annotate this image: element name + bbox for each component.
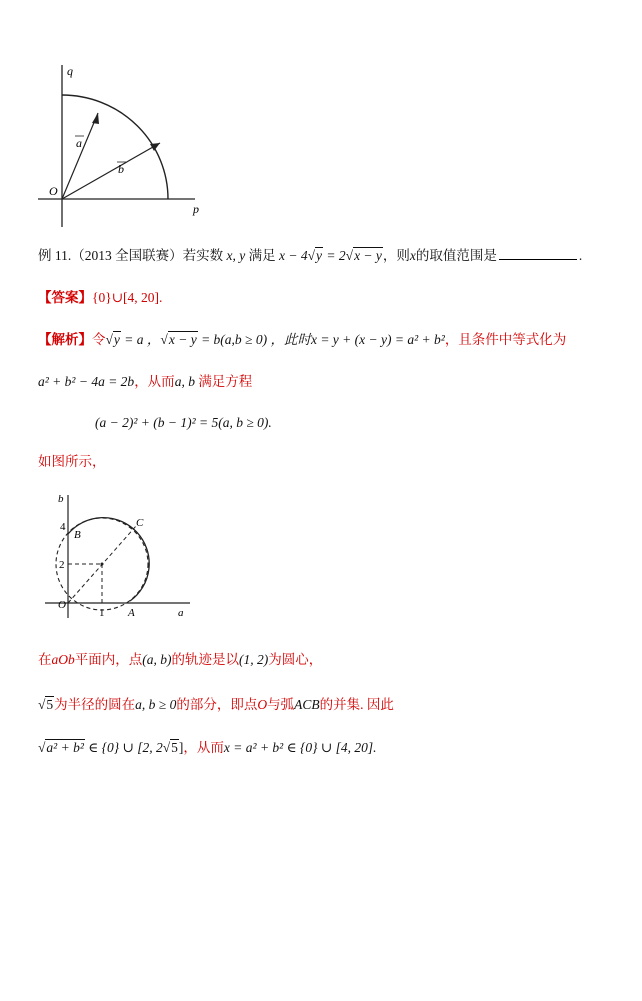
point-c-label: C (136, 517, 144, 529)
answer-line (38, 288, 162, 308)
origin-label-2: O (58, 599, 66, 611)
answer-text: {0}∪[4, 20]. (92, 290, 163, 305)
analysis-label: 【解析】 (38, 332, 92, 347)
axis-p-label: p (193, 202, 199, 216)
tick-2: 2 (59, 559, 65, 571)
analysis-line-2: a² + b² − 4a = 2b，从而a, b 满足方程 (38, 374, 253, 389)
vector-a-label: a (76, 136, 82, 150)
conclusion-line-1: 在aOb平面内，点(a, b)的轨迹是以(1, 2)为圆心， (38, 652, 323, 667)
answer-blank (499, 247, 577, 260)
origin-label: O (49, 184, 58, 198)
conclusion-line-3: √a² + b² ∈ {0} ∪ [2, 2√5]，从而x = a² + b² ∈ {0} ∪ [4, 20]. (38, 740, 377, 755)
point-a-label: A (128, 607, 135, 619)
conclusion-line-2: √5为半径的圆在a, b ≥ 0的部分，即点O与弧ACB的并集. 因此 (38, 697, 394, 712)
axis-q-label: q (67, 64, 73, 78)
axis-b-label: b (58, 493, 64, 505)
tick-1: 1 (99, 607, 105, 619)
figure-circle (40, 490, 200, 630)
problem-statement: 例 11.（2013 全国联赛）若实数 x, y 满足 x − 4√y = 2√x − y，则x的取值范围是 . (38, 248, 583, 263)
answer-label: 【答案】 (38, 290, 92, 305)
axis-a-label: a (178, 607, 184, 619)
vector-b-label: b (118, 162, 124, 176)
analysis-line-4: 如图所示， (38, 454, 106, 469)
figure-vectors (30, 55, 215, 235)
analysis-line-1: 【解析】令√y = a ，√x − y = b(a,b ≥ 0) ，此时x = y + (x − y) = a² + b²，且条件中等式化为 (38, 332, 567, 347)
tick-4: 4 (60, 521, 66, 533)
circle-equation: (a − 2)² + (b − 1)² = 5(a, b ≥ 0). (95, 415, 272, 430)
point-b-label: B (74, 529, 81, 541)
